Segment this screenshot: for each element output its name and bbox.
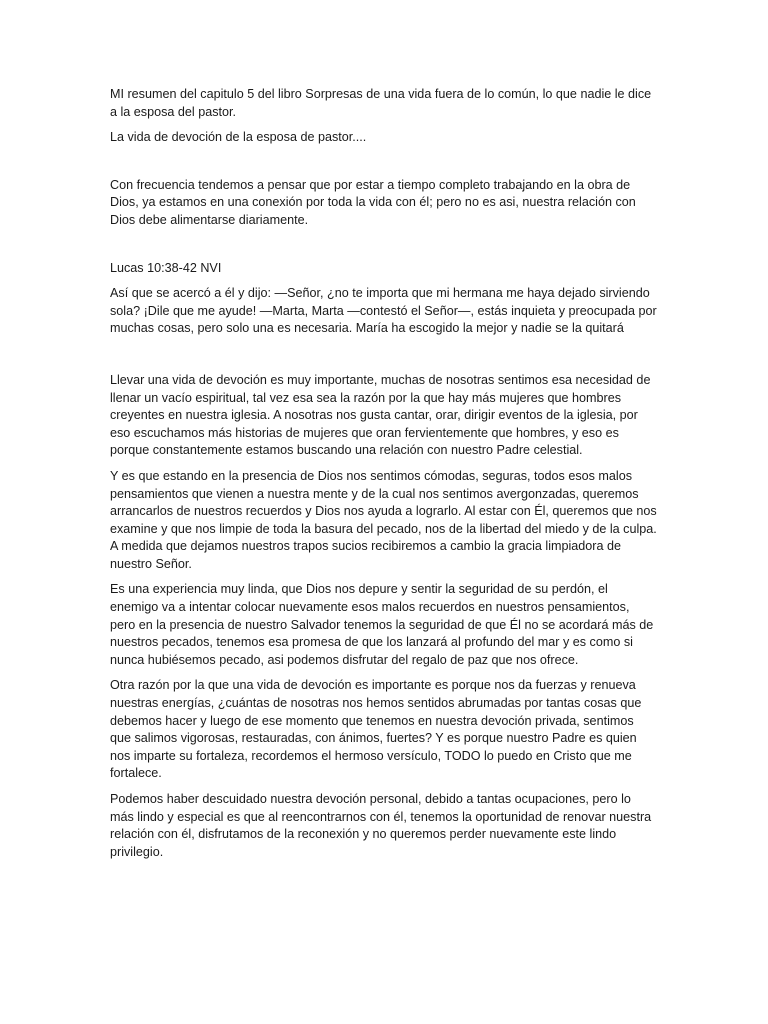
body-paragraph: Otra razón por la que una vida de devoción es importante es porque nos da fuerzas y renueva nuestras energías, ¿cuántas de nosotras nos hemos sentidos abrumadas por tantas cosas que debemos hacer y luego de ese momento que tenemos en nuestra devoción privada, sentimos que salimos vigorosas, restauradas, con ánimos, fuertes? Y es porque nuestro Padre es quien nos imparte su fortaleza, recordemos el hermoso versículo, TODO lo puedo en Cristo que me fortalece. [110,678,642,781]
document-subtitle: La vida de devoción de la esposa de pastor.... [110,130,367,145]
body-paragraph: Llevar una vida de devoción es muy importante, muchas de nosotras sentimos esa necesidad de llenar un vacío espiritual, tal vez esa sea la razón por la que hay más mujeres que hombres creyentes en nuestra iglesia. A nosotras nos gusta cantar, orar, dirigir eventos de la iglesia, por eso escuchamos más historias de mujeres que oran fervientemente que hombres, y eso es porque constantemente estamos buscando una relación con nuestro Padre celestial. [110,372,651,458]
verse-text: Así que se acercó a él y dijo: —Señor, ¿no te importa que mi hermana me haya dejado sirviendo sola? ¡Dile que me ayude! —Marta, Marta —contestó el Señor—, estás inquieta y preocupada por muchas cosas, pero solo una es necesaria. María ha escogido la mejor y nadie se la quitará [110,286,657,336]
body-paragraph: Y es que estando en la presencia de Dios nos sentimos cómodas, seguras, todos esos malos pensamientos que vienen a nuestra mente y de la cual nos sentimos avergonzadas, queremos arrancarlos de nuestros recuerdos y Dios nos ayuda a lograrlo. Al estar con Él, queremos que nos examine y que nos limpie de toda la basura del pecado, nos de la libertad del miedo y de la culpa. A medida que dejamos nuestros trapos sucios recibiremos a cambio la gracia limpiadora de nuestro Señor. [110,468,657,571]
intro-paragraph: Con frecuencia tendemos a pensar que por estar a tiempo completo trabajando en la obra de Dios, ya estamos en una conexión por toda la vida con él; pero no es asi, nuestra relación con Dios debe alimentarse diariamente. [110,177,636,227]
body-paragraph: Podemos haber descuidado nuestra devoción personal, debido a tantas ocupaciones, pero lo más lindo y especial es que al reencontrarnos con él, tenemos la oportunidad de renovar nuestra relación con él, disfrutamos de la reconexión y no queremos perder nuevamente este lindo privilegio. [110,792,652,859]
document-title: MI resumen del capitulo 5 del libro Sorpresas de una vida fuera de lo común, lo que nadie le dice a la esposa del pastor. [110,87,652,119]
verse-reference: Lucas 10:38-42 NVI [110,260,222,275]
body-paragraph: Es una experiencia muy linda, que Dios nos depure y sentir la seguridad de su perdón, el enemigo va a intentar colocar nuevamente esos malos recuerdos en nuestros pensamientos, pero en la presencia de nuestro Salvador tenemos la seguridad de que Él no se acordará más de nuestros pecados, tenemos esa promesa de que los lanzará al profundo del mar y es como si nunca hubiésemos pecado, asi podemos disfrutar del regalo de paz que nos ofrece. [110,582,654,667]
document-page [110,86,658,869]
